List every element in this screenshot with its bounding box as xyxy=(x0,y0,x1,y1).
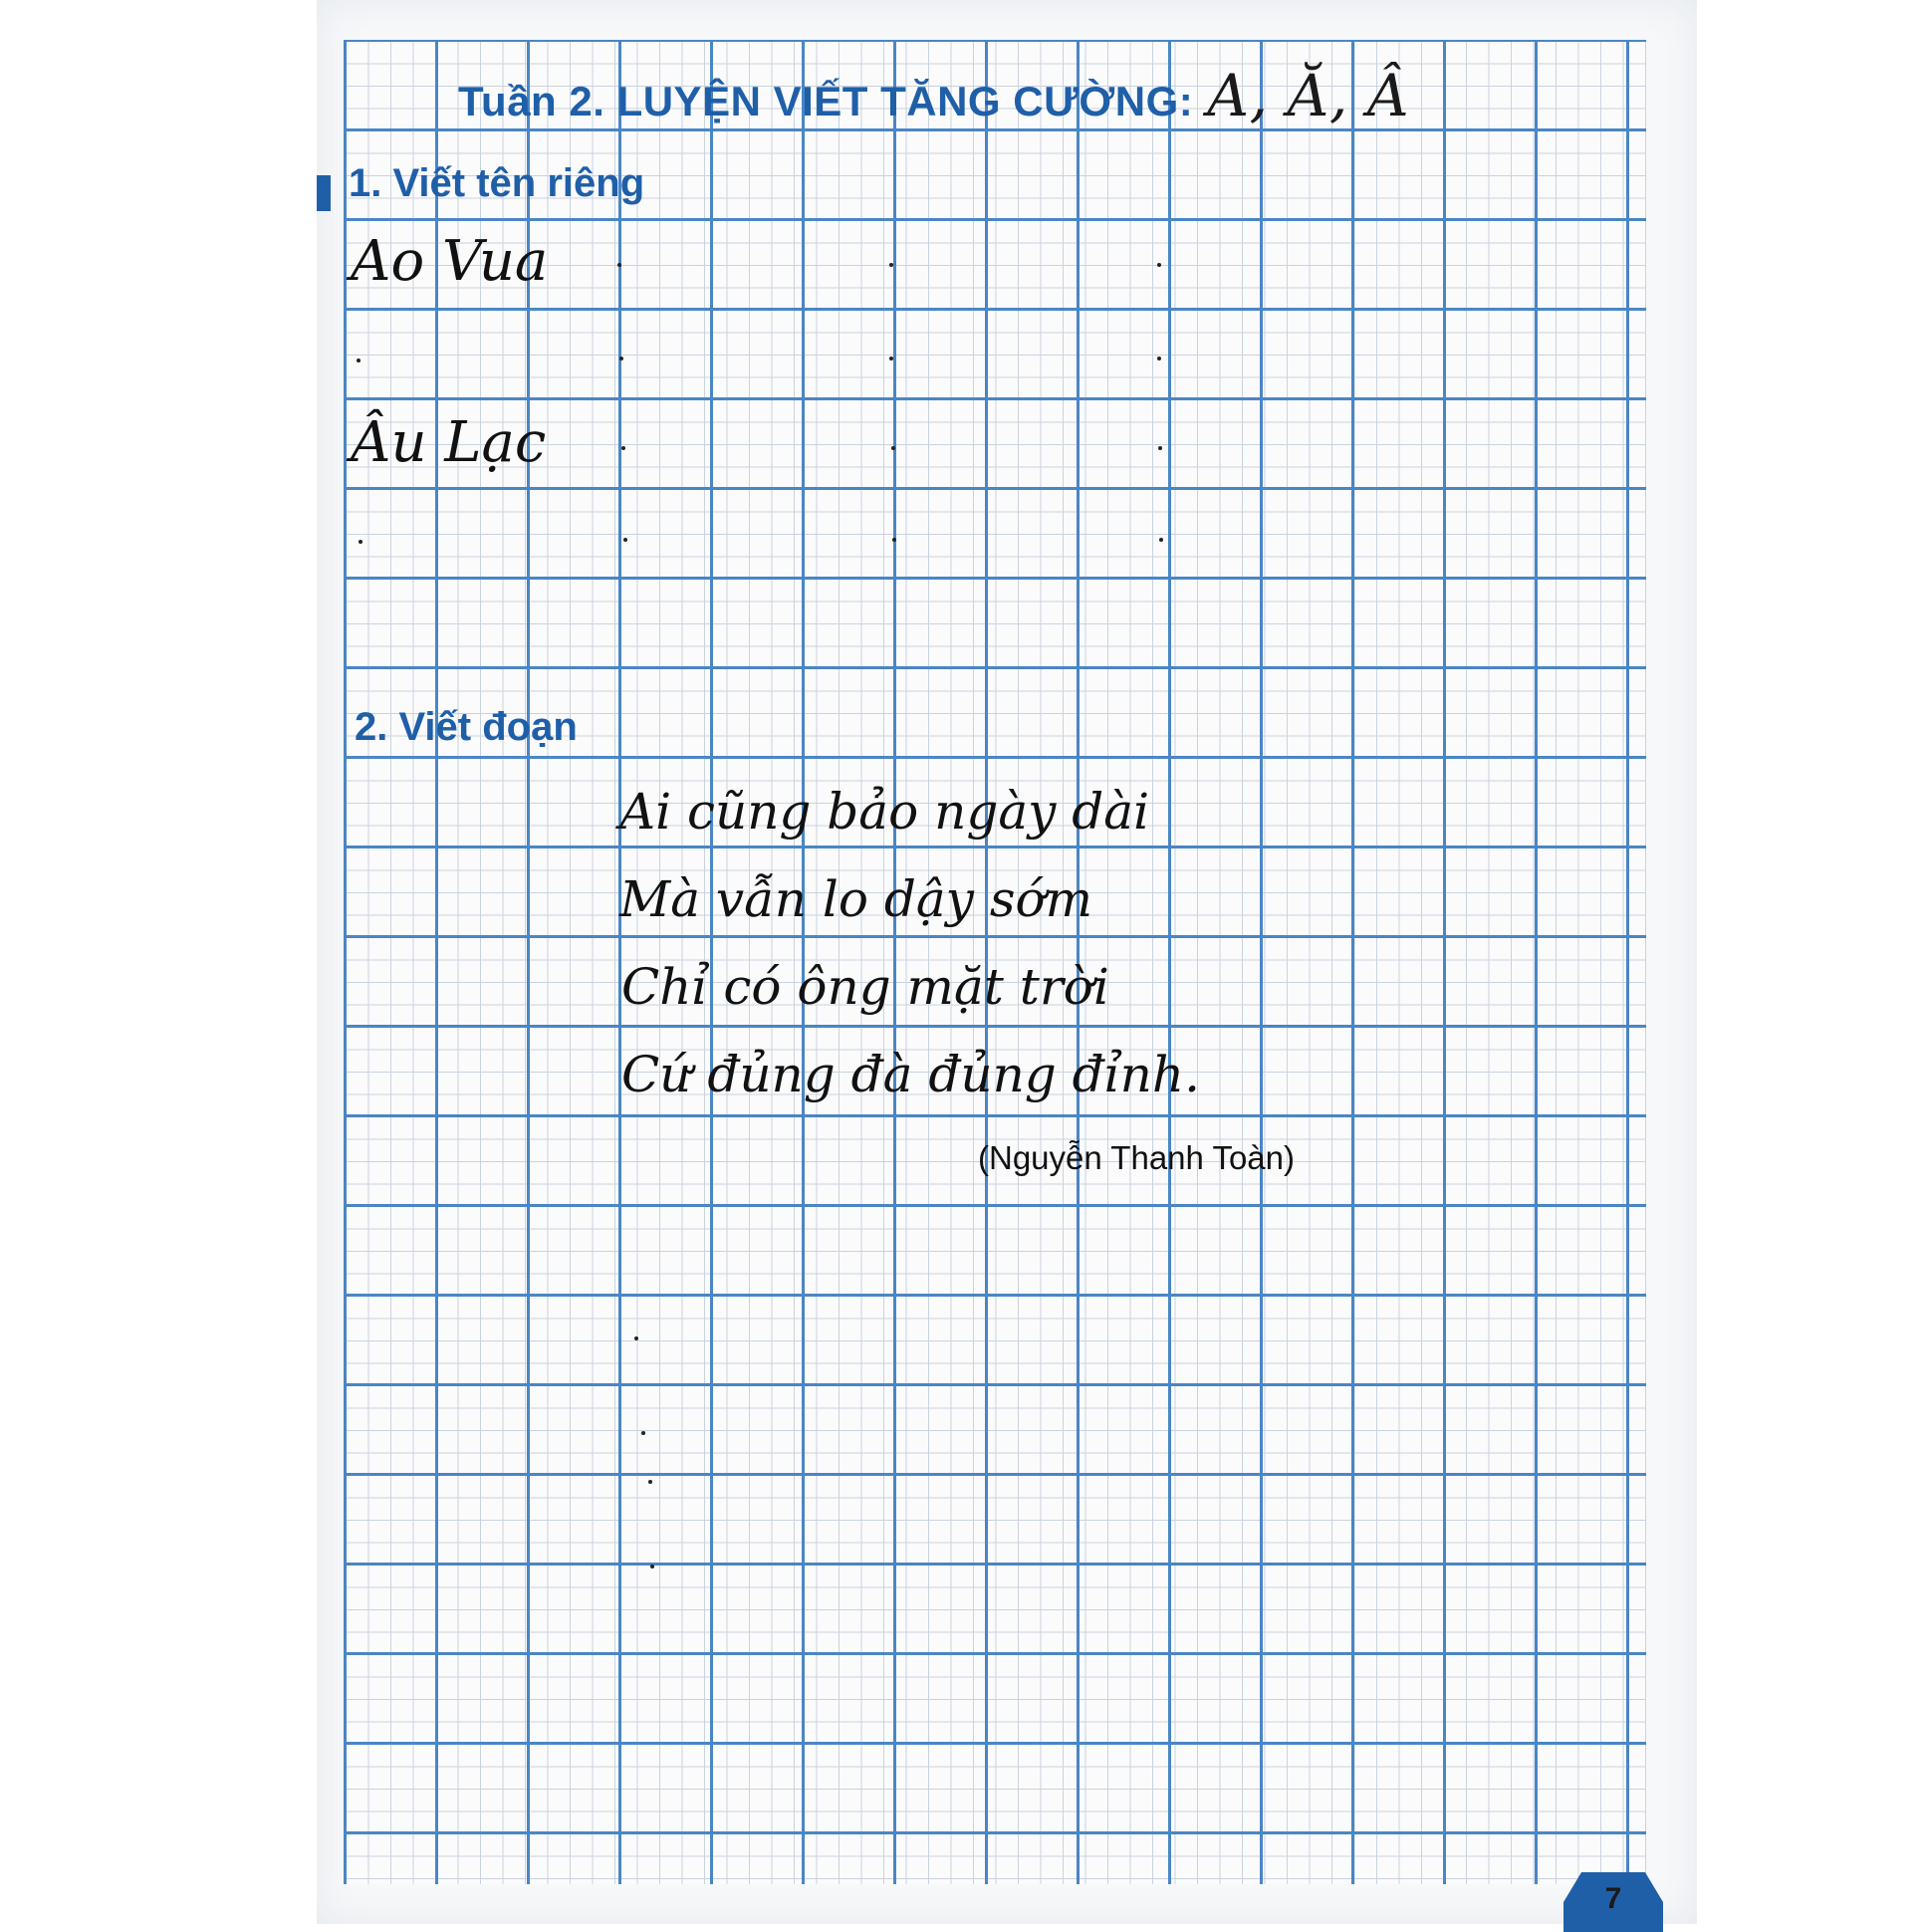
practice-dot xyxy=(1157,263,1161,267)
section1-heading: 1. Viết tên riêng xyxy=(349,161,645,205)
practice-dot xyxy=(619,357,623,361)
proper-name-1: Ao Vua xyxy=(351,229,549,294)
poem-author: (Nguyễn Thanh Toàn) xyxy=(978,1139,1295,1176)
practice-dot xyxy=(1159,538,1163,542)
section2-heading: 2. Viết đoạn xyxy=(355,705,578,749)
practice-dot xyxy=(650,1565,654,1569)
page-number: 7 xyxy=(1604,1882,1622,1915)
section-marker xyxy=(317,175,331,211)
practice-dot xyxy=(641,1431,645,1435)
practice-dot xyxy=(617,263,621,267)
practice-dot xyxy=(621,446,625,450)
page-title xyxy=(458,62,1409,129)
title-letters: A, Ă, Â xyxy=(1207,62,1410,129)
poem-line-1: Ai cũng bảo ngày dài xyxy=(619,783,1150,841)
practice-dot xyxy=(357,359,361,362)
practice-dot xyxy=(623,538,627,542)
practice-dot xyxy=(889,357,893,361)
practice-dot xyxy=(648,1480,652,1484)
poem-line-2: Mà vẫn lo dậy sớm xyxy=(619,870,1092,928)
practice-dot xyxy=(891,446,895,450)
proper-name-2: Âu Lạc xyxy=(351,410,547,475)
title-text: Tuần 2. LUYỆN VIẾT TĂNG CƯỜNG: xyxy=(458,78,1194,124)
practice-dot xyxy=(892,538,896,542)
poem-line-4: Cứ đủng đà đủng đỉnh. xyxy=(621,1046,1200,1103)
practice-dot xyxy=(359,540,362,544)
practice-dot xyxy=(889,263,893,267)
practice-dot xyxy=(1158,446,1162,450)
practice-dot xyxy=(634,1336,638,1340)
practice-dot xyxy=(1157,357,1161,361)
poem-line-3: Chỉ có ông mặt trời xyxy=(621,958,1109,1016)
